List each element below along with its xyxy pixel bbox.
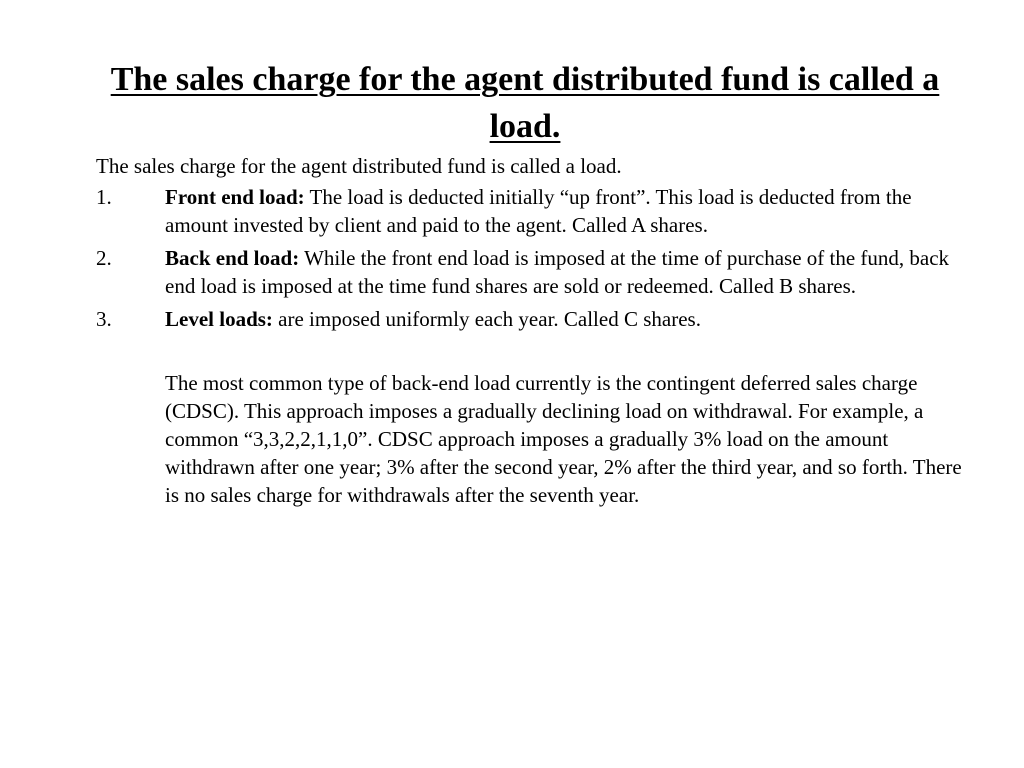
list-item-description: The load is deducted initially “up front”. This load is deducted from the amount invested by client and paid to the agent. Called A shares. [165, 185, 912, 237]
list-item-term: Front end load: [165, 185, 305, 209]
intro-text: The sales charge for the agent distributed fund is called a load. [96, 154, 622, 178]
list-item-level-loads [96, 305, 966, 333]
slide-body [96, 152, 966, 509]
list-item-term: Back end load: [165, 246, 300, 270]
list-item-number: 3. [96, 307, 112, 331]
list-item-content [165, 305, 966, 333]
slide-title: The sales charge for the agent distributed fund is called a load. [110, 61, 940, 145]
list-item-description: are imposed uniformly each year. Called C shares. [272, 307, 701, 331]
list-item-front-end-load [96, 183, 966, 239]
cdsc-paragraph: The most common type of back-end load currently is the contingent deferred sales charge (CDSC). This approach imposes a gradually declining load on withdrawal. For example, a common “3,3,2,2,1,1,0”. CDSC approach imposes a gradually 3% load on the amount withdrawn after one year; 3% after the second year, 2% after the third year, and so forth. There is no sales charge for withdrawals after the seventh year. [165, 371, 962, 507]
list-item-number: 2. [96, 246, 112, 270]
list-item-content [165, 244, 966, 300]
list-item-description: While the front end load is imposed at the time of purchase of the fund, back end load is imposed at the time fund shares are sold or redeemed. Called B shares. [165, 246, 950, 298]
list-item-content [165, 183, 966, 239]
list-item-number: 1. [96, 185, 112, 209]
list-item-back-end-load [96, 244, 966, 300]
list-item-term: Level loads: [165, 307, 273, 331]
